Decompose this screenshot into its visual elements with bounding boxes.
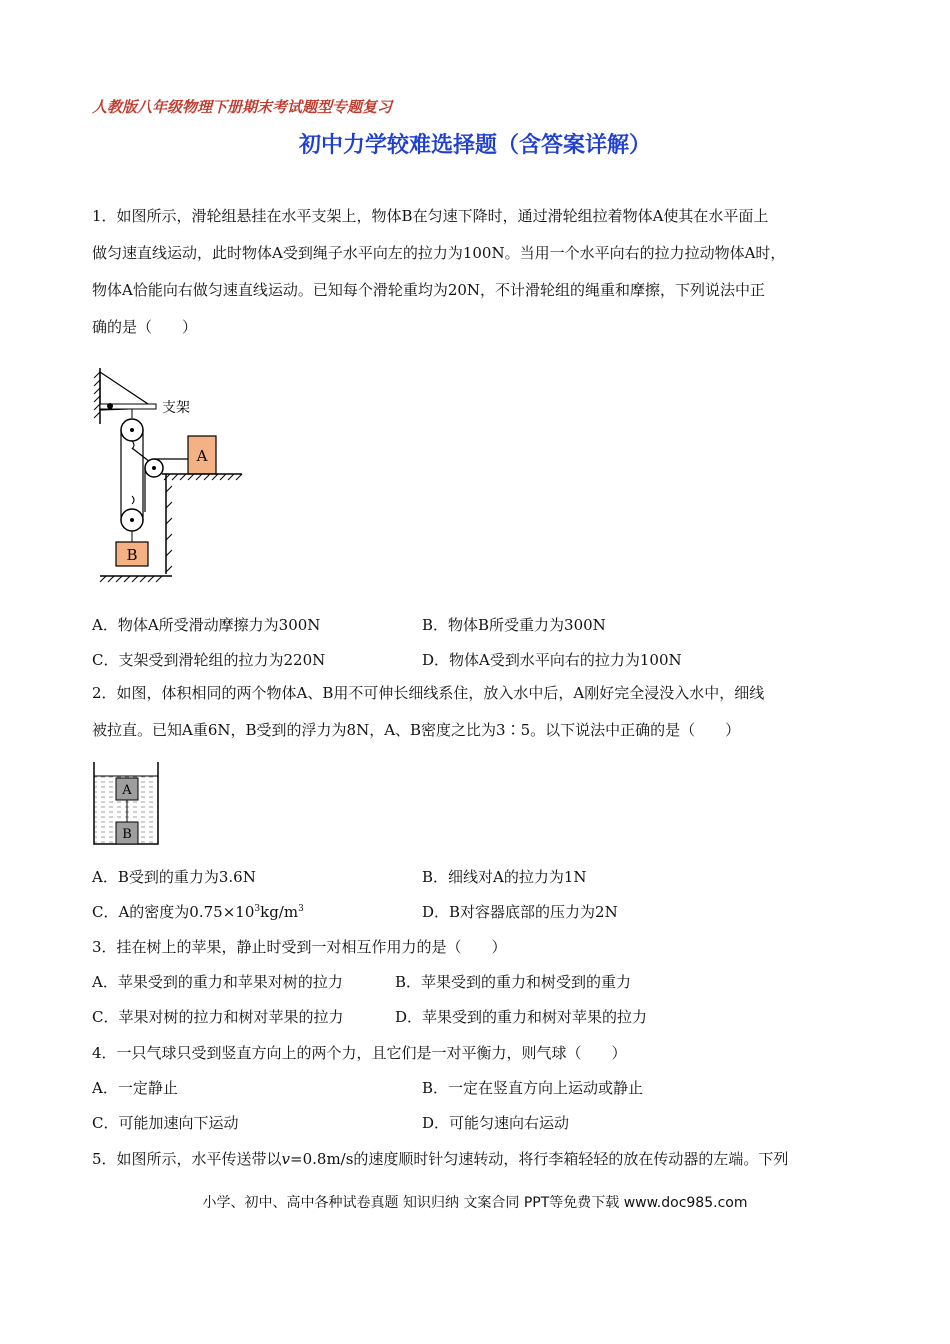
box-a-label: A: [196, 447, 208, 465]
question-3-stem: 3．挂在树上的苹果，静止时受到一对相互作用力的是（ ）: [92, 938, 507, 956]
question-4-stem: 4．一只气球只受到竖直方向上的两个力，且它们是一对平衡力，则气球（ ）: [92, 1044, 627, 1062]
q2-option-a: A．B受到的重力为3.6N: [92, 868, 256, 886]
water-container-figure: [92, 760, 162, 848]
q2-option-d: D．B对容器底部的压力为2N: [422, 903, 618, 921]
q4-option-b: B．一定在竖直方向上运动或静止: [422, 1079, 644, 1097]
q1-option-d: D．物体A受到水平向右的拉力为100N: [422, 651, 682, 669]
block-a-label: A: [122, 783, 132, 798]
q3-option-b: B．苹果受到的重力和树受到的重力: [395, 973, 632, 991]
q4-option-a: A．一定静止: [92, 1079, 178, 1097]
q3-option-c: C．苹果对树的拉力和树对苹果的拉力: [92, 1008, 344, 1026]
block-b-label: B: [122, 827, 132, 842]
q4-option-d: D．可能匀速向右运动: [422, 1114, 570, 1132]
question-1-stem: [92, 198, 882, 346]
pulley-system-figure: [92, 362, 252, 592]
q5-text-post: =0.8m/s的速度顺时针匀速转动，将行李箱轻轻的放在传动器的左端。下列: [290, 1150, 789, 1168]
q3-option-d: D．苹果受到的重力和树对苹果的拉力: [395, 1008, 648, 1026]
q1-option-a: A．物体A所受滑动摩擦力为300N: [92, 616, 321, 634]
q5-velocity-symbol: v: [281, 1150, 291, 1168]
page-title: 初中力学较难选择题（含答案详解）: [298, 133, 651, 158]
q2-line-1: 2．如图，体积相同的两个物体A、B用不可伸长细线系住，放入水中后，A刚好完全浸没入水中，细线: [92, 684, 765, 702]
q2-option-c-text: C．A的密度为0.75×10: [92, 903, 255, 921]
q2-option-b: B．细线对A的拉力为1N: [422, 868, 587, 886]
question-2-stem: [92, 675, 882, 749]
q2-option-c: [92, 901, 304, 922]
q1-line-4: 确的是（ ）: [92, 318, 198, 336]
q2-option-c-exp1: 3: [254, 904, 261, 914]
q2-option-c-unit: kg/m: [260, 903, 299, 921]
box-b-label: B: [126, 546, 138, 564]
bracket-label: 支架: [162, 400, 190, 416]
q1-line-3: 物体A恰能向右做匀速直线运动。已知每个滑轮重均为20N，不计滑轮组的绳重和摩擦，下列说法中正: [92, 281, 766, 299]
q1-option-b: B．物体B所受重力为300N: [422, 616, 606, 634]
q2-line-2: 被拉直。已知A重6N，B受到的浮力为8N，A、B密度之比为3∶5。以下说法中正确的是（ ）: [92, 721, 741, 739]
q4-option-c: C．可能加速向下运动: [92, 1114, 239, 1132]
document-header: 人教版八年级物理下册期末考试题型专题复习: [92, 98, 393, 116]
question-5-stem: [92, 1148, 788, 1169]
q3-option-a: A．苹果受到的重力和苹果对树的拉力: [92, 973, 343, 991]
page-footer: 小学、初中、高中各种试卷真题 知识归纳 文案合同 PPT等免费下载 www.doc985.com: [202, 1195, 748, 1211]
q2-option-c-exp2: 3: [298, 904, 304, 914]
q1-line-1: 1．如图所示，滑轮组悬挂在水平支架上，物体B在匀速下降时，通过滑轮组拉着物体A使其在水平面上: [92, 207, 769, 225]
q5-text-pre: 5．如图所示，水平传送带以: [92, 1150, 282, 1168]
q1-line-2: 做匀速直线运动，此时物体A受到绳子水平向左的拉力为100N。当用一个水平向右的拉力拉动物体A时，: [92, 244, 786, 262]
q1-option-c: C．支架受到滑轮组的拉力为220N: [92, 651, 326, 669]
